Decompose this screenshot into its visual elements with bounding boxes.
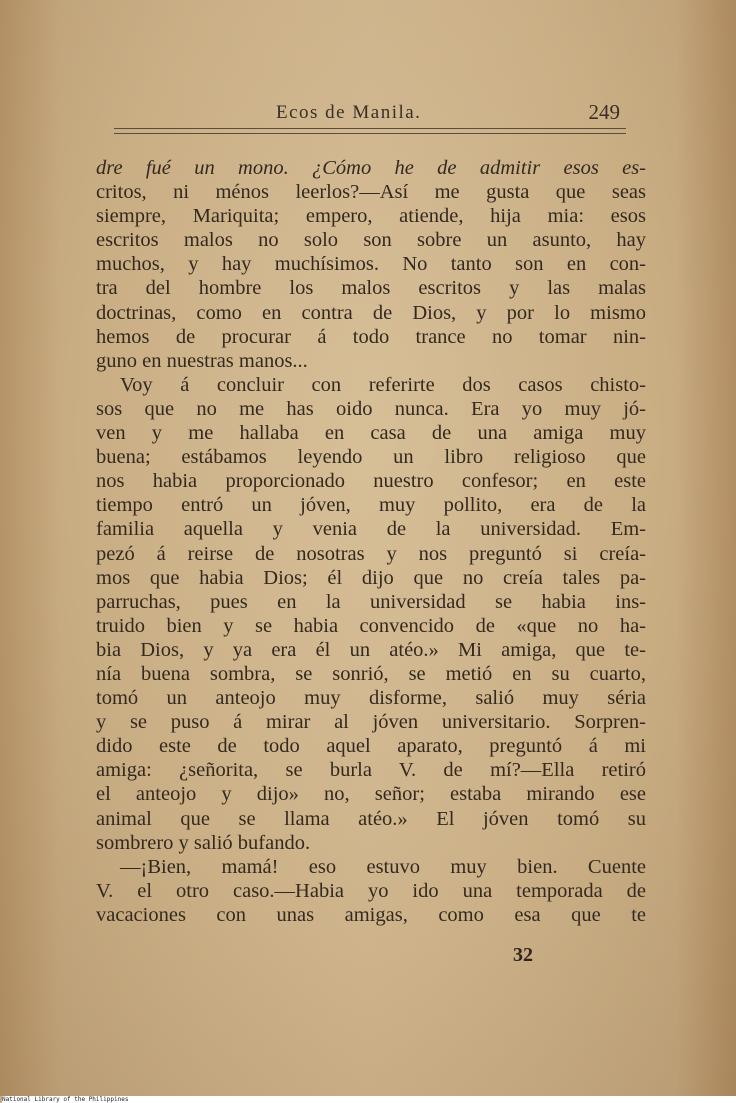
text-line: tomó un anteojo muy disforme, salió muy séria xyxy=(96,687,646,710)
library-credit: National Library of the Philippines xyxy=(2,1096,736,1103)
text-line: siempre, Mariquita; empero, atiende, hija mia: esos xyxy=(96,205,646,228)
signature-mark: 32 xyxy=(513,944,533,966)
text-line: familia aquella y venia de la universidad. Em- xyxy=(96,518,646,541)
text-line: vacaciones con unas amigas, como esa que te xyxy=(96,903,646,926)
text-line: mos que habia Dios; él dijo que no creía tales pa- xyxy=(96,566,646,589)
text-line: hemos de procurar á todo trance no tomar nin- xyxy=(96,325,646,348)
text-line: dre fué un mono. ¿Cómo he de admitir esos es- xyxy=(96,157,646,179)
text-line: doctrinas, como en contra de Dios, y por lo mismo xyxy=(96,301,646,324)
text-line: truido bien y se habia convencido de «que no ha- xyxy=(96,614,646,637)
text-line: tiempo entró un jóven, muy pollito, era de la xyxy=(96,494,646,517)
text-line: ven y me hallaba en casa de una amiga muy xyxy=(96,422,646,445)
running-head-title: Ecos de Manila. xyxy=(276,102,422,123)
text-line: nía buena sombra, se sonrió, se metió en su cuarto, xyxy=(96,662,646,685)
text-line: y se puso á mirar al jóven universitario. Sorpren- xyxy=(96,711,646,734)
text-line: V. el otro caso.—Habia yo ido una temporada de xyxy=(96,879,646,902)
text-line: escritos malos no solo son sobre un asunto, hay xyxy=(96,229,646,252)
text-line: sos que no me has oido nunca. Era yo muy jó- xyxy=(96,397,646,420)
text-line: muchos, y hay muchísimos. No tanto son en con- xyxy=(96,253,646,276)
text-line: critos, ni ménos leerlos?—Así me gusta que seas xyxy=(96,181,646,204)
text-line: animal que se llama atéo.» El jóven tomó su xyxy=(96,807,646,830)
page-number: 249 xyxy=(588,100,620,124)
text-line: buena; estábamos leyendo un libro religioso que xyxy=(96,446,646,469)
text-line: parruchas, pues en la universidad se habia ins- xyxy=(96,590,646,613)
text-line: el anteojo y dijo» no, señor; estaba mirando ese xyxy=(96,783,646,806)
text-line: amiga: ¿señorita, se burla V. de mí?—Ella retiró xyxy=(96,759,646,782)
header-rule xyxy=(114,128,626,134)
running-head xyxy=(96,102,626,128)
body-text xyxy=(96,156,646,927)
text-line: guno en nuestras manos... xyxy=(96,349,308,372)
text-line: Voy á concluir con referirte dos casos chisto- xyxy=(120,373,646,396)
text-line: nos habia proporcionado nuestro confesor; en este xyxy=(96,470,646,493)
text-line: sombrero y salió bufando. xyxy=(96,831,311,854)
text-line: dido este de todo aquel aparato, preguntó á mi xyxy=(96,735,646,758)
text-line: —¡Bien, mamá! eso estuvo muy bien. Cuente xyxy=(120,855,646,878)
text-line: tra del hombre los malos escritos y las malas xyxy=(96,277,646,300)
text-line: bia Dios, y ya era él un atéo.» Mi amiga, que te- xyxy=(96,638,646,661)
text-line: pezó á reirse de nosotras y nos preguntó si creía- xyxy=(96,542,646,565)
